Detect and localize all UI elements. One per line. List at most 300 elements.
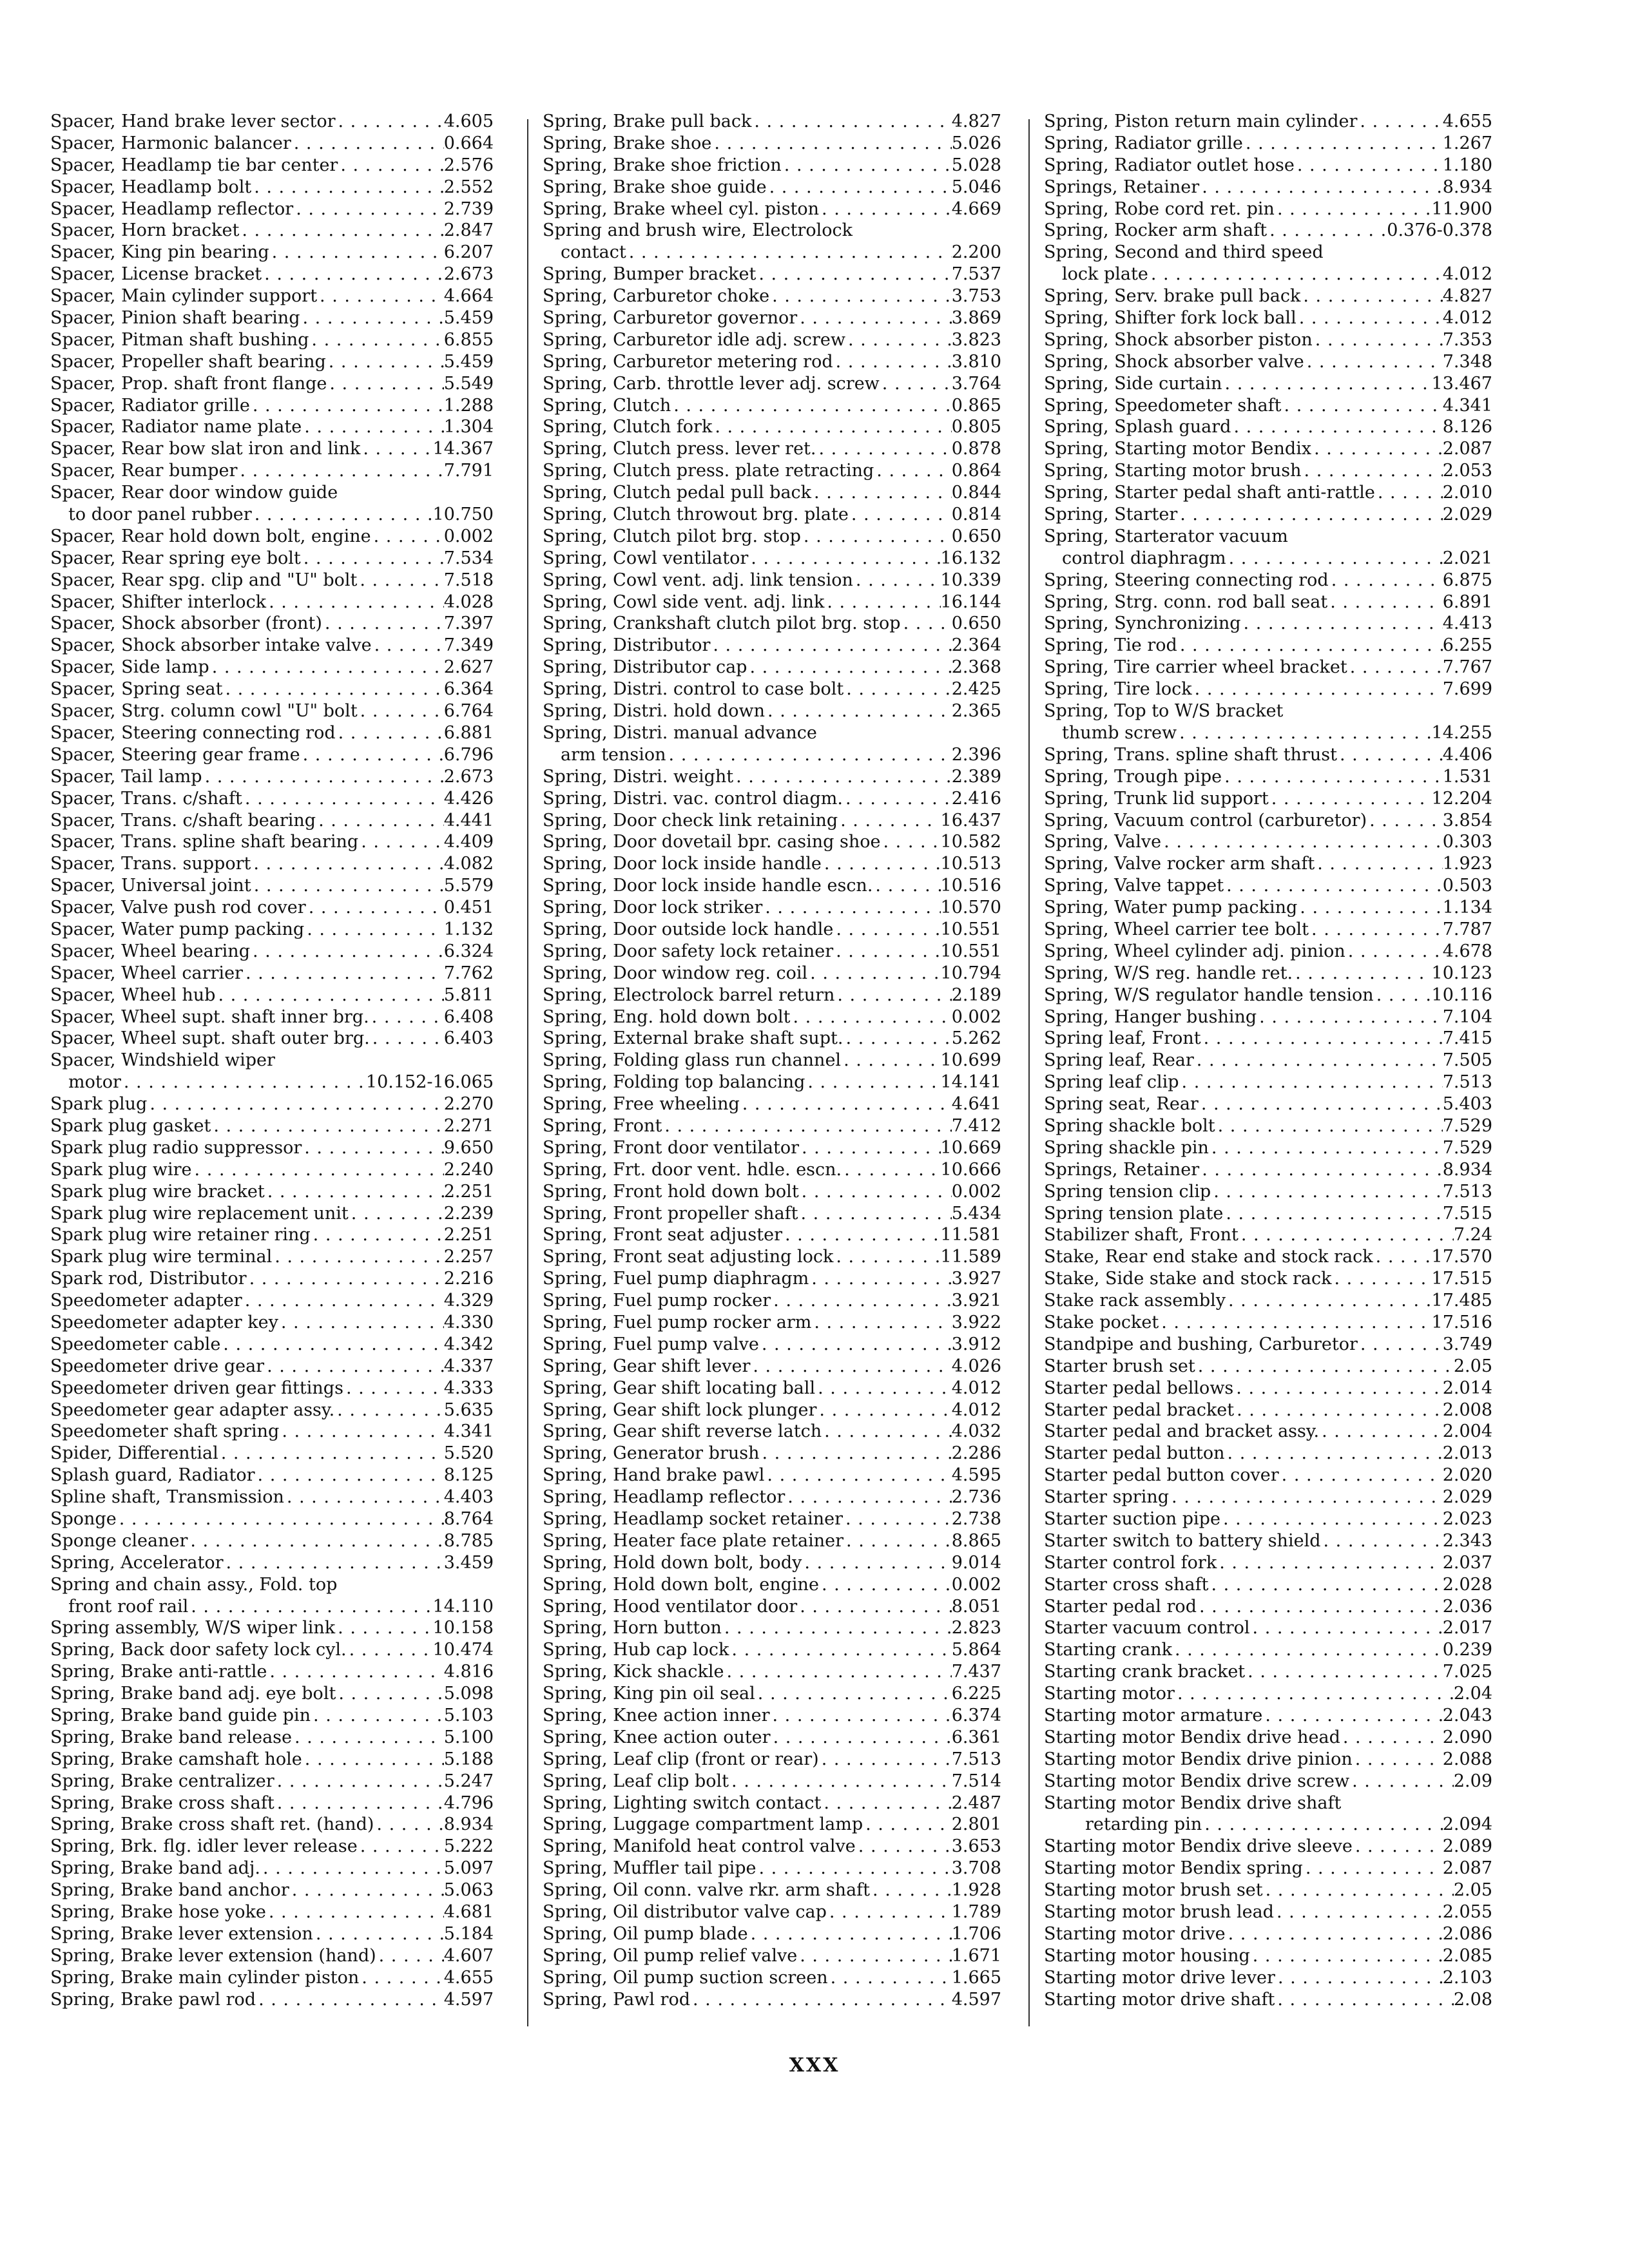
entry-name: Spacer, Prop. shaft front flange <box>50 373 327 394</box>
entry-reference: 5.100 <box>443 1727 494 1747</box>
entry-name: Spring, Synchronizing <box>1044 613 1241 634</box>
index-entry <box>1044 570 1492 591</box>
entry-name: Spring, Brake lever extension (hand) <box>50 1945 376 1966</box>
dot-leader <box>1275 1967 1443 1989</box>
dot-leader <box>220 1334 443 1356</box>
index-entry <box>543 526 1001 548</box>
dot-leader <box>336 722 444 744</box>
entry-reference: 4.816 <box>443 1662 494 1682</box>
index-entry <box>543 482 1001 504</box>
entry-name: Spring leaf clip <box>1044 1072 1179 1093</box>
entry-reference: 7.529 <box>1442 1115 1492 1136</box>
dot-leader <box>1319 1421 1443 1443</box>
dot-leader <box>748 548 940 570</box>
entry-reference: 4.669 <box>951 198 1001 219</box>
dot-leader <box>770 1705 952 1727</box>
entry-name: Spring, Eng. hold down bolt <box>543 1006 791 1027</box>
entry-reference: 10.152-16.065 <box>365 1072 494 1093</box>
entry-reference: 14.367 <box>432 439 494 459</box>
entry-name: Spring, Brake lever extension <box>50 1923 313 1944</box>
entry-name: Spring shackle pin <box>1044 1137 1209 1158</box>
index-entry <box>1044 1617 1492 1639</box>
dot-leader <box>1172 1639 1443 1661</box>
dot-leader <box>1226 1290 1432 1312</box>
index-entry <box>1044 985 1492 1006</box>
entry-name: Starting motor Bendix drive sleeve <box>1044 1836 1353 1857</box>
index-entry <box>50 1028 494 1050</box>
entry-name: Spring, Brake shoe <box>543 133 712 153</box>
entry-reference: 10.516 <box>940 876 1001 896</box>
index-entry <box>50 285 494 307</box>
dot-leader <box>1192 678 1443 700</box>
entry-name: Starting motor drive <box>1044 1923 1226 1944</box>
dot-leader <box>1374 985 1432 1006</box>
entry-name: Stabilizer shaft, Front <box>1044 1225 1239 1245</box>
index-entry <box>543 1115 1001 1137</box>
entry-name: Spacer, Radiator name plate <box>50 417 302 437</box>
index-entry <box>1044 963 1492 985</box>
index-entry <box>543 1421 1001 1443</box>
entry-name: Sponge <box>50 1509 117 1529</box>
index-entry <box>50 700 494 722</box>
entry-name: Spring, Folding top balancing <box>543 1072 805 1093</box>
entry-reference: 14.141 <box>940 1072 1001 1093</box>
index-entry <box>543 438 1001 460</box>
entry-name: Spring leaf, Rear <box>1044 1050 1194 1071</box>
dot-leader <box>1194 1050 1443 1072</box>
entry-name: Stake pocket <box>1044 1312 1159 1332</box>
entry-reference: 10.794 <box>940 963 1001 983</box>
dot-leader <box>828 1967 952 1989</box>
entry-name: Spring, Brake main cylinder piston <box>50 1967 360 1988</box>
index-entry <box>50 329 494 351</box>
entry-name: Spacer, Rear door window guide <box>50 483 338 503</box>
index-entry <box>1044 1967 1492 1989</box>
index-entry <box>543 1378 1001 1399</box>
index-entry <box>50 1574 494 1596</box>
entry-name: Starting crank <box>1044 1640 1172 1660</box>
dot-leader <box>264 1356 444 1378</box>
entry-reference: 0.864 <box>951 461 1001 481</box>
index-entry <box>543 264 1001 285</box>
entry-reference: 6.364 <box>443 679 494 700</box>
entry-name: Starting crank bracket <box>1044 1662 1246 1682</box>
dot-leader <box>901 613 952 635</box>
dot-leader <box>760 1443 952 1465</box>
index-entry <box>1044 460 1492 482</box>
index-entry <box>543 111 1001 133</box>
entry-name: Stake, Rear end stake and stock rack <box>1044 1247 1373 1267</box>
dot-leader <box>1177 635 1443 657</box>
dot-leader <box>824 591 940 613</box>
index-entry <box>543 1246 1001 1268</box>
index-entry <box>543 591 1001 613</box>
index-entry <box>543 722 1001 744</box>
index-entry <box>543 788 1001 810</box>
entry-name: Spacer, Valve push rod cover <box>50 898 306 918</box>
dot-leader <box>856 1836 952 1858</box>
entry-name: Spring, Clutch throwout brg. plate <box>543 505 849 525</box>
dot-leader <box>1295 155 1443 177</box>
entry-name: Spring, Free wheeling <box>543 1094 740 1115</box>
index-entry <box>543 351 1001 373</box>
dot-leader <box>671 395 951 417</box>
entry-reference: 7.787 <box>1442 919 1492 939</box>
entry-name: Spring, Rocker arm shaft <box>1044 220 1268 241</box>
dot-leader <box>756 1858 951 1879</box>
entry-reference: 2.036 <box>1442 1596 1492 1617</box>
entry-reference: 2.271 <box>443 1115 494 1136</box>
entry-name: Spring, Clutch press. lever ret. <box>543 439 816 459</box>
index-entry <box>543 635 1001 657</box>
index-column-1 <box>50 111 494 2010</box>
entry-reference: 7.529 <box>1442 1137 1492 1158</box>
entry-name: Starter pedal button <box>1044 1443 1225 1464</box>
entry-name: Spacer, Horn bracket <box>50 220 240 241</box>
dot-leader <box>326 351 444 373</box>
entry-reference: 11.581 <box>940 1225 1001 1245</box>
dot-leader <box>1161 831 1443 853</box>
index-entry <box>543 177 1001 198</box>
dot-leader <box>797 1945 951 1967</box>
dot-leader <box>843 1028 951 1050</box>
index-entry <box>1044 1727 1492 1749</box>
entry-name: Spring, Oil conn. valve rkr. arm shaft <box>543 1880 871 1901</box>
entry-reference: 4.337 <box>443 1356 494 1376</box>
dot-leader <box>797 1596 951 1618</box>
dot-leader <box>843 1508 952 1530</box>
index-entry <box>1044 831 1492 853</box>
index-entry <box>1044 548 1492 570</box>
entry-reference: 1.531 <box>1442 766 1492 787</box>
index-entry <box>543 1617 1001 1639</box>
entry-reference: 2.029 <box>1442 505 1492 525</box>
dot-leader <box>819 198 952 220</box>
index-entry <box>1044 1443 1492 1465</box>
dot-leader <box>250 941 444 963</box>
index-entry <box>543 831 1001 853</box>
index-entry <box>1044 1072 1492 1093</box>
index-entry <box>50 395 494 417</box>
index-entry <box>50 1465 494 1486</box>
dot-leader <box>1293 963 1431 985</box>
entry-reference: 4.441 <box>443 810 494 831</box>
index-entry <box>50 985 494 1006</box>
index-entry <box>1044 504 1492 526</box>
index-entry <box>50 1006 494 1028</box>
entry-name: Spring, Door lock striker <box>543 898 763 918</box>
entry-name: Spring, Fuel pump diaphragm <box>543 1269 809 1289</box>
index-entry <box>543 1050 1001 1072</box>
dot-leader <box>218 1443 444 1465</box>
index-entry <box>50 788 494 810</box>
dot-leader <box>266 1901 444 1923</box>
entry-name: Spring, Crankshaft clutch pilot brg. stop <box>543 613 901 634</box>
entry-name: thumb screw <box>1062 722 1177 743</box>
index-entry <box>1044 395 1492 417</box>
dot-leader <box>1315 853 1442 875</box>
dot-leader <box>188 1596 432 1618</box>
entry-reference: 4.827 <box>1442 286 1492 307</box>
index-entry <box>543 570 1001 591</box>
dot-leader <box>740 1093 952 1115</box>
dot-leader <box>327 373 443 395</box>
index-entry <box>1044 1356 1492 1378</box>
index-entry <box>543 1596 1001 1618</box>
dot-leader <box>819 1574 952 1596</box>
entry-reference: 6.764 <box>443 701 494 722</box>
index-entry <box>50 1749 494 1771</box>
index-entry <box>1044 1836 1492 1858</box>
entry-reference: 5.262 <box>951 1028 1001 1049</box>
entry-name: Spacer, Harmonic balancer <box>50 133 291 153</box>
dot-leader <box>252 504 433 526</box>
entry-reference: 0.503 <box>1442 876 1492 896</box>
entry-reference: 17.515 <box>1431 1269 1492 1289</box>
index-entry <box>1044 242 1492 264</box>
entry-name: Spring, Knee action outer <box>543 1727 771 1747</box>
dot-leader <box>785 1486 951 1508</box>
index-entry <box>1044 1203 1492 1225</box>
entry-reference: 10.666 <box>940 1159 1001 1180</box>
entry-reference: 5.028 <box>951 155 1001 175</box>
dot-leader <box>260 1858 444 1879</box>
dot-leader <box>121 1072 366 1093</box>
index-entry <box>50 220 494 242</box>
index-entry <box>543 548 1001 570</box>
index-entry <box>50 1967 494 1989</box>
entry-name: Spring tension plate <box>1044 1203 1224 1224</box>
entry-name: motor <box>68 1072 121 1093</box>
entry-name: Spring, Hood ventilator door <box>543 1596 798 1617</box>
index-entry <box>1044 329 1492 351</box>
dot-leader <box>843 678 952 700</box>
dot-leader <box>771 1727 952 1749</box>
entry-reference: 2.251 <box>443 1181 494 1202</box>
index-entry <box>50 1836 494 1858</box>
dot-leader <box>1337 744 1443 766</box>
entry-reference: 5.520 <box>443 1443 494 1464</box>
index-entry <box>1044 1814 1492 1836</box>
index-entry <box>543 897 1001 919</box>
dot-leader <box>358 831 443 853</box>
entry-name: Spacer, King pin bearing <box>50 242 269 263</box>
entry-name: Spacer, Pitman shaft bushing <box>50 329 309 350</box>
index-entry <box>50 1683 494 1705</box>
index-entry <box>50 1421 494 1443</box>
entry-name: Spring, Distri. control to case bolt <box>543 679 844 700</box>
entry-reference: 2.200 <box>951 242 1001 263</box>
entry-reference: 5.098 <box>443 1684 494 1704</box>
entry-name: Spring seat, Rear <box>1044 1094 1199 1115</box>
dot-leader <box>1239 1224 1454 1246</box>
entry-name: Spacer, Trans. support <box>50 854 251 874</box>
dot-leader <box>751 111 951 133</box>
entry-name: Spacer, Wheel bearing <box>50 941 250 961</box>
index-entry <box>50 504 494 526</box>
index-entry <box>543 1203 1001 1225</box>
entry-reference: 4.026 <box>951 1356 1001 1376</box>
entry-reference: 16.144 <box>940 591 1001 612</box>
entry-reference: 8.934 <box>443 1814 494 1835</box>
dot-leader <box>1223 1203 1442 1225</box>
index-column-2 <box>543 111 1001 2010</box>
index-entry <box>50 1072 494 1093</box>
dot-leader <box>791 1006 952 1028</box>
index-entry <box>543 1028 1001 1050</box>
dot-leader <box>275 1771 444 1792</box>
entry-name: Spring, Oil pump blade <box>543 1923 748 1944</box>
index-entry <box>1044 1115 1492 1137</box>
index-entry <box>543 1705 1001 1727</box>
entry-name: Spring, Distri. manual advance <box>543 722 817 743</box>
entry-reference: 2.05 <box>1453 1356 1492 1376</box>
dot-leader <box>251 875 444 897</box>
dot-leader <box>1215 1115 1443 1137</box>
entry-name: Spring, Distri. weight <box>543 766 734 787</box>
entry-name: Spacer, Rear bumper <box>50 461 238 481</box>
entry-name: Spring, Door check link retaining <box>543 810 838 831</box>
index-entry <box>1044 591 1492 613</box>
dot-leader <box>255 1465 444 1486</box>
dot-leader <box>1367 810 1443 832</box>
entry-reference: 2.05 <box>1453 1880 1492 1901</box>
dot-leader <box>335 1617 432 1639</box>
entry-name: Spring, Carburetor governor <box>543 308 798 329</box>
entry-reference: 8.934 <box>1442 1159 1492 1180</box>
dot-leader <box>242 1290 444 1312</box>
dot-leader <box>809 1268 952 1290</box>
index-entry <box>1044 285 1492 307</box>
entry-reference: 2.09 <box>1453 1771 1492 1791</box>
entry-reference: 6.891 <box>1442 591 1492 612</box>
entry-name: Spacer, Rear spring eye bolt <box>50 548 301 568</box>
index-entry <box>543 766 1001 788</box>
dot-leader <box>358 700 444 722</box>
index-entry <box>50 307 494 329</box>
index-entry <box>543 460 1001 482</box>
index-entry <box>1044 1181 1492 1203</box>
dot-leader <box>316 810 444 832</box>
entry-reference: 2.189 <box>951 985 1001 1005</box>
dot-leader <box>1199 1093 1443 1115</box>
entry-reference: 2.04 <box>1453 1684 1492 1704</box>
index-entry <box>543 329 1001 351</box>
column-divider <box>1028 119 1030 2026</box>
entry-name: Spring, Gear shift reverse latch <box>543 1421 822 1442</box>
index-entry <box>1044 700 1492 722</box>
entry-name: Spring, Headlamp socket retainer <box>543 1509 843 1529</box>
dot-leader <box>863 1814 952 1836</box>
index-entry <box>50 1879 494 1901</box>
entry-reference: 4.597 <box>951 1989 1001 2010</box>
entry-reference: 4.329 <box>443 1291 494 1311</box>
entry-reference: 4.028 <box>443 591 494 612</box>
entry-reference: 1.288 <box>443 395 494 416</box>
entry-name: Spring, Brake band adj. <box>50 1858 260 1879</box>
index-entry <box>543 1727 1001 1749</box>
entry-reference: 4.413 <box>1442 613 1492 634</box>
dot-leader <box>1311 438 1443 460</box>
entry-name: Spring, Fuel pump rocker <box>543 1291 771 1311</box>
index-entry <box>50 1727 494 1749</box>
entry-name: Spacer, Shock absorber intake valve <box>50 635 372 656</box>
dot-leader <box>251 853 443 875</box>
dot-leader <box>1357 111 1442 133</box>
entry-name: Spring, W/S reg. handle ret. <box>1044 963 1293 983</box>
entry-name: Starting motor Bendix drive screw <box>1044 1771 1350 1791</box>
dot-leader <box>1159 1312 1431 1334</box>
dot-leader <box>626 242 952 264</box>
entry-name: Spring, Speedometer shaft <box>1044 395 1282 416</box>
dot-leader <box>188 1530 443 1552</box>
entry-reference: 4.330 <box>443 1312 494 1332</box>
dot-leader <box>250 395 444 417</box>
dot-leader <box>1269 788 1432 810</box>
dot-leader <box>293 198 444 220</box>
index-entry <box>50 657 494 678</box>
entry-reference: 1.665 <box>951 1967 1001 1988</box>
dot-leader <box>1250 1617 1443 1639</box>
entry-reference: 2.739 <box>443 198 494 219</box>
entry-reference: 4.012 <box>1442 308 1492 329</box>
index-entry <box>1044 1858 1492 1879</box>
entry-name: Spring, Oil distributor valve cap <box>543 1902 827 1923</box>
index-entry <box>543 1093 1001 1115</box>
dot-leader <box>300 744 444 766</box>
dot-leader <box>247 1268 444 1290</box>
entry-reference: 7.513 <box>951 1749 1001 1769</box>
index-entry <box>50 198 494 220</box>
entry-reference: 7.349 <box>443 635 494 656</box>
dot-leader <box>309 329 443 351</box>
dot-leader <box>880 373 952 395</box>
index-entry <box>50 1312 494 1334</box>
entry-reference: 2.103 <box>1442 1967 1492 1988</box>
entry-name: retarding pin <box>1085 1814 1202 1835</box>
index-entry <box>1044 1334 1492 1356</box>
entry-name: Starter pedal button cover <box>1044 1465 1279 1486</box>
index-entry <box>1044 1901 1492 1923</box>
entry-reference: 0.376-0.378 <box>1387 220 1492 241</box>
index-entry <box>50 1159 494 1181</box>
entry-name: Spring, Carburetor metering rod <box>543 351 833 372</box>
entry-name: Spring, Distributor <box>543 635 711 656</box>
entry-name: Spring, Carburetor choke <box>543 286 770 307</box>
entry-reference: 10.116 <box>1431 985 1492 1005</box>
entry-name: Spring, Brake pawl rod <box>50 1989 256 2010</box>
dot-leader <box>816 1399 951 1421</box>
entry-name: Spring, Gear shift lever <box>543 1356 751 1376</box>
dot-leader <box>1327 591 1442 613</box>
entry-reference: 10.474 <box>432 1640 494 1660</box>
index-entry <box>543 373 1001 395</box>
dot-leader <box>117 1508 444 1530</box>
index-entry <box>1044 788 1492 810</box>
index-entry <box>50 242 494 264</box>
index-entry <box>50 373 494 395</box>
entry-name: control diaphragm <box>1062 548 1226 568</box>
dot-leader <box>711 133 951 155</box>
dot-leader <box>853 570 941 591</box>
entry-reference: 0.865 <box>951 395 1001 416</box>
dot-leader <box>842 1159 940 1181</box>
entry-name: Speedometer drive gear <box>50 1356 265 1376</box>
dot-leader <box>338 155 443 177</box>
index-entry <box>50 351 494 373</box>
entry-name: Spring, Lighting switch contact <box>543 1792 822 1813</box>
dot-leader <box>1347 657 1443 678</box>
